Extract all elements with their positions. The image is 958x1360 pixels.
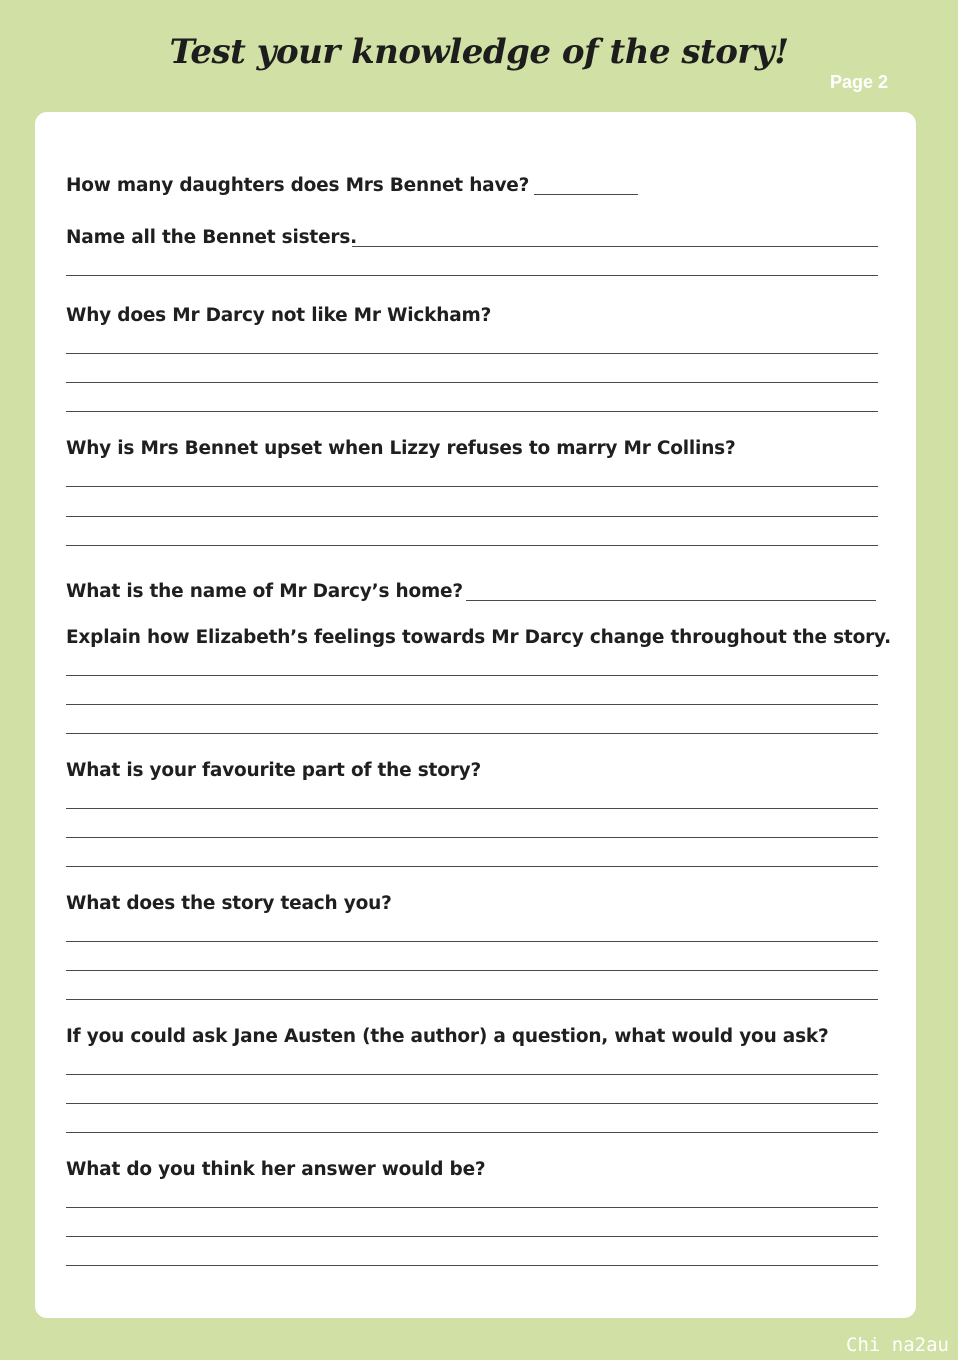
page-number: Page 2 xyxy=(830,72,889,92)
question-daughters-count: How many daughters does Mrs Bennet have? xyxy=(66,175,530,196)
answer-line-mrs-bennet-upset-3[interactable] xyxy=(66,545,878,546)
answer-line-favourite-part-1[interactable] xyxy=(66,808,878,809)
worksheet-card xyxy=(35,112,916,1318)
answer-line-bennet-sisters-2[interactable] xyxy=(66,275,878,276)
answer-line-story-lesson-3[interactable] xyxy=(66,999,878,1000)
answer-line-story-lesson-2[interactable] xyxy=(66,970,878,971)
answer-line-darcy-wickham-3[interactable] xyxy=(66,411,878,412)
question-darcy-wickham: Why does Mr Darcy not like Mr Wickham? xyxy=(66,305,492,326)
answer-line-author-answer-3[interactable] xyxy=(66,1265,878,1266)
answer-line-darcy-wickham-1[interactable] xyxy=(66,353,878,354)
question-mrs-bennet-upset: Why is Mrs Bennet upset when Lizzy refuses to marry Mr Collins? xyxy=(66,438,736,459)
question-favourite-part: What is your favourite part of the story? xyxy=(66,760,482,781)
answer-line-ask-author-1[interactable] xyxy=(66,1074,878,1075)
answer-line-author-answer-2[interactable] xyxy=(66,1236,878,1237)
answer-line-darcy-home[interactable] xyxy=(466,600,876,601)
answer-line-mrs-bennet-upset-2[interactable] xyxy=(66,516,878,517)
answer-line-favourite-part-2[interactable] xyxy=(66,837,878,838)
answer-line-ask-author-2[interactable] xyxy=(66,1103,878,1104)
answer-line-story-lesson-1[interactable] xyxy=(66,941,878,942)
question-author-answer: What do you think her answer would be? xyxy=(66,1159,486,1180)
question-elizabeth-feelings: Explain how Elizabeth’s feelings towards Mr Darcy change throughout the story. xyxy=(66,627,891,648)
answer-line-elizabeth-feelings-2[interactable] xyxy=(66,704,878,705)
question-ask-author: If you could ask Jane Austen (the author) a question, what would you ask? xyxy=(66,1026,829,1047)
answer-line-elizabeth-feelings-1[interactable] xyxy=(66,675,878,676)
answer-line-daughters-count[interactable] xyxy=(534,194,638,195)
answer-line-author-answer-1[interactable] xyxy=(66,1207,878,1208)
answer-line-bennet-sisters-1[interactable] xyxy=(352,246,878,247)
question-darcy-home: What is the name of Mr Darcy’s home? xyxy=(66,581,463,602)
question-bennet-sisters: Name all the Bennet sisters. xyxy=(66,227,357,248)
answer-line-darcy-wickham-2[interactable] xyxy=(66,382,878,383)
watermark: Chi na2au xyxy=(846,1334,949,1356)
answer-line-ask-author-3[interactable] xyxy=(66,1132,878,1133)
question-story-lesson: What does the story teach you? xyxy=(66,893,392,914)
answer-line-elizabeth-feelings-3[interactable] xyxy=(66,733,878,734)
answer-line-favourite-part-3[interactable] xyxy=(66,866,878,867)
answer-line-mrs-bennet-upset-1[interactable] xyxy=(66,486,878,487)
page-title: Test your knowledge of the story! xyxy=(169,32,789,72)
